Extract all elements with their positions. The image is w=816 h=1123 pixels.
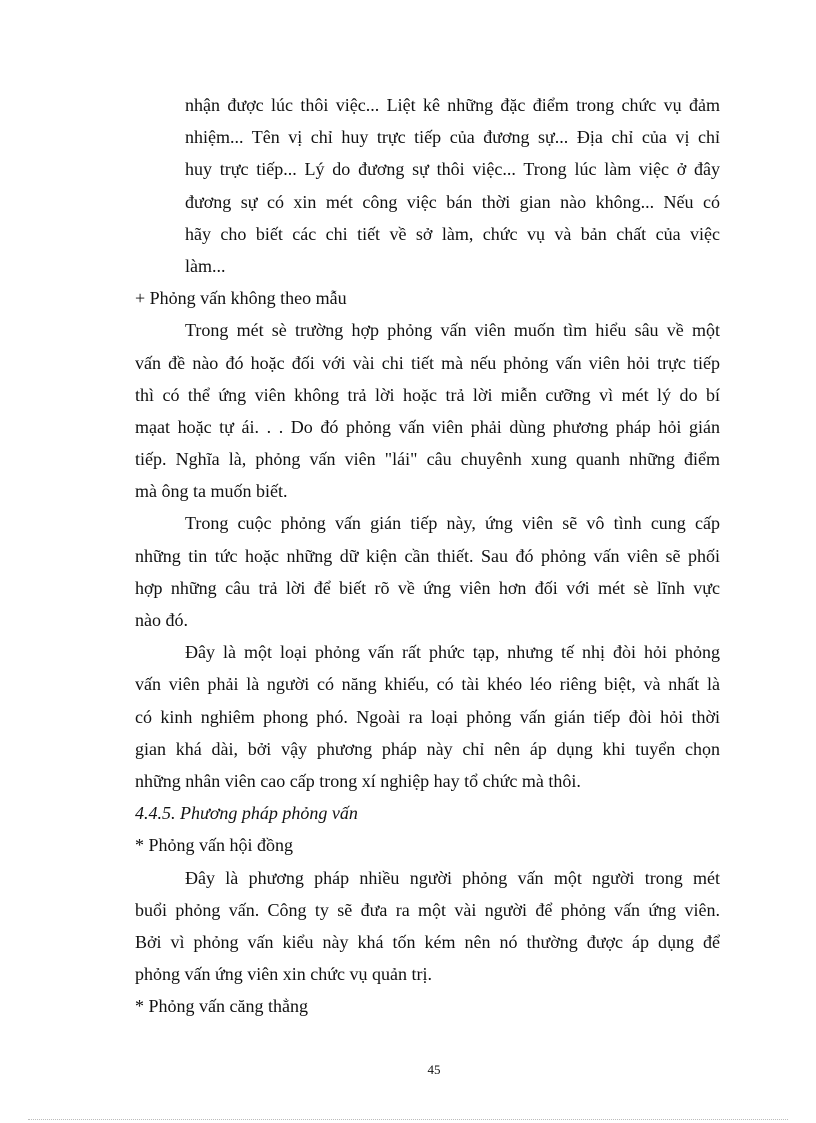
text-line: Đây là phương pháp nhiều người phỏng vấn một người trong mét [185,867,720,888]
text-line: có kinh nghiêm phong phó. Ngoài ra loại phỏng vấn gián tiếp đòi hỏi thời [135,706,720,727]
text-line: những tin tức hoặc những dữ kiện cần thiết. Sau đó phỏng vấn viên sẽ phối [135,545,720,566]
text-line: huy trực tiếp... Lý do đương sự thôi việc... Trong lúc làm việc ở đây [185,159,720,180]
text-line: làm... [185,255,226,276]
text-line: Trong cuộc phỏng vấn gián tiếp này, ứng viên sẽ vô tình cung cấp [185,513,720,534]
text-line: thì có thể ứng viên không trả lời hoặc trả lời miễn cưỡng vì mét lý do bí [135,384,720,405]
text-line: Trong mét sè trường hợp phỏng vấn viên muốn tìm hiểu sâu về một [185,320,720,341]
text-line: hợp những câu trả lời để biết rõ về ứng viên hơn đối với mét sè lĩnh vực [135,577,720,598]
text-line: hãy cho biết các chi tiết về sở làm, chức vụ và bản chất của việc [185,223,720,244]
page-number: 45 [427,1062,441,1077]
text-line: Bởi vì phỏng vấn kiểu này khá tốn kém nên nó thường được áp dụng để [135,931,720,952]
text-line: phỏng vấn ứng viên xin chức vụ quản trị. [135,964,432,985]
section-heading: 4.4.5. Phương pháp phỏng vấn [135,803,358,824]
text-line: nhận được lúc thôi việc... Liệt kê những đặc điểm trong chức vụ đảm [185,95,720,115]
text-line: Đây là một loại phỏng vấn rất phức tạp, nhưng tế nhị đòi hỏi phỏng [185,642,720,663]
text-line: buổi phỏng vấn. Công ty sẽ đưa ra một vài người để phỏng vấn ứng viên. [135,899,720,920]
page-bottom-divider [28,1119,788,1120]
text-line: vấn đề nào đó hoặc đối với vài chi tiết mà nếu phỏng vấn viên hỏi trực tiếp [135,352,720,373]
text-line: nào đó. [135,610,188,630]
text-line: mà ông ta muốn biết. [135,481,288,502]
text-line: vấn viên phải là người có năng khiếu, có tài khéo léo riêng biệt, và nhất là [135,674,720,695]
document-body [135,89,720,1022]
text-line: những nhân viên cao cấp trong xí nghiệp hay tổ chức mà thôi. [135,770,581,791]
text-line: + Phỏng vấn không theo mẫu [135,288,347,309]
text-line: tiếp. Nghĩa là, phỏng vấn viên "lái" câu chuyênh xung quanh những điểm [135,449,720,470]
text-line: đương sự có xin mét công việc bán thời gian nào không... Nếu có [185,191,720,212]
text-line: * Phỏng vấn hội đồng [135,835,294,856]
text-line: nhiệm... Tên vị chỉ huy trực tiếp của đương sự... Địa chỉ của vị chỉ [185,127,720,148]
text-line: gian khá dài, bởi vậy phương pháp này chỉ nên áp dụng khi tuyển chọn [135,738,720,759]
text-line: mạat hoặc tự ái. . . Do đó phỏng vấn viên phải dùng phương pháp hỏi gián [135,416,720,437]
text-line: * Phỏng vấn căng thẳng [135,996,308,1017]
